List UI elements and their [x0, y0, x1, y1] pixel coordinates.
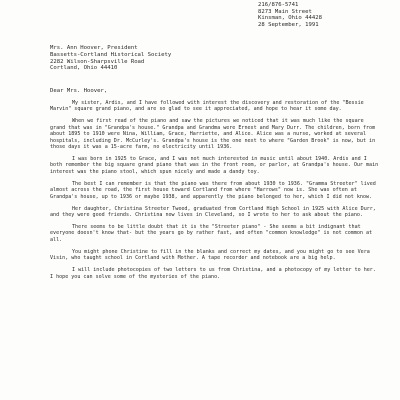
sender-phone: 216/876-5741	[258, 2, 299, 8]
paragraph-3: I was born in 1925 to Grace, and I was not much interested in music until about 1940. Ardis and I both remember the big square grand piano that was in the front room, or parlor, at Grandpa's house. Our main interest was the piano stool, which spun nicely and made a dandy toy.	[50, 156, 379, 175]
salutation: Dear Mrs. Hoover,	[50, 88, 108, 94]
paragraph-4: The best I can remember is that the piano was there from about 1930 to 1936. "Gramma Streeter" lived almost across the road, the first house toward Cortland from where "Harrows" now is. She was often at Grandpa's house, up to 1936 or maybe 1938, and apparently the piano belonged to her, which I did not know.	[50, 180, 376, 200]
recipient-address-block	[50, 45, 171, 72]
recipient-city: Cortland, Ohio 44410	[50, 65, 118, 72]
paragraph-6: There seems to be little doubt that it is the "Streeter piano" - She seems a bit indignant that everyone doesn't know that- but the years go by rather fast, and often "common knowledge" is not common at all.	[50, 224, 373, 243]
paragraph-5: Her daughter, Christina Streeter Tweed, graduated from Cortland High School in 1925 with Alice Durr, and they were good friends. Christina now lives in Cleveland, so I wrote to her to ask about the piano.	[50, 205, 376, 219]
recipient-street: 2282 Wilson-Sharpsville Road	[50, 58, 145, 65]
sender-street: 8273 Main Street	[258, 8, 312, 15]
sender-address-block	[258, 2, 322, 28]
letter-body	[50, 100, 380, 286]
paragraph-7: You might phone Christine to fill in the blanks and correct my dates, and you might go to see Vera Visin, who taught school in Cortland with Mother. A tape recorder and notebook are a big help.	[50, 248, 370, 262]
paragraph-1: My sister, Ardis, and I have followed with interest the discovery and restoration of the "Bessie Marvin" square grand piano, and are so glad to see it appreciated, and hope to hear it some day.	[50, 100, 364, 113]
paragraph-8: I will include photocopies of two letters to us from Christina, and a photocopy of my letter to her. I hope you can solve some of the mysteries of the piano.	[50, 267, 376, 280]
paragraph-2: When we first read of the piano and saw the pictures we noticed that it was much like the square grand that was in "Grandpa's house." Grandpa and Grandma were Ernest and Mary Durr. The children, born from about 1895 to 1910 were Nina, William, Grace, Harriette, and Alice. Alice was a nurse, worked at several hospitals, including Dr. McCurley's. Grandpa's house is the one next to where "Garden Brook" is now, but in those days it was a 15-acre farm, no electricity until 1936.	[50, 118, 376, 151]
recipient-org: Bassetts-Cortland Historical Society	[50, 51, 172, 58]
recipient-name: Mrs. Ann Hoover, President	[50, 45, 138, 51]
sender-city: Kinsman, Ohio 44428	[258, 15, 322, 22]
letter-date: 28 September, 1991	[258, 21, 319, 28]
